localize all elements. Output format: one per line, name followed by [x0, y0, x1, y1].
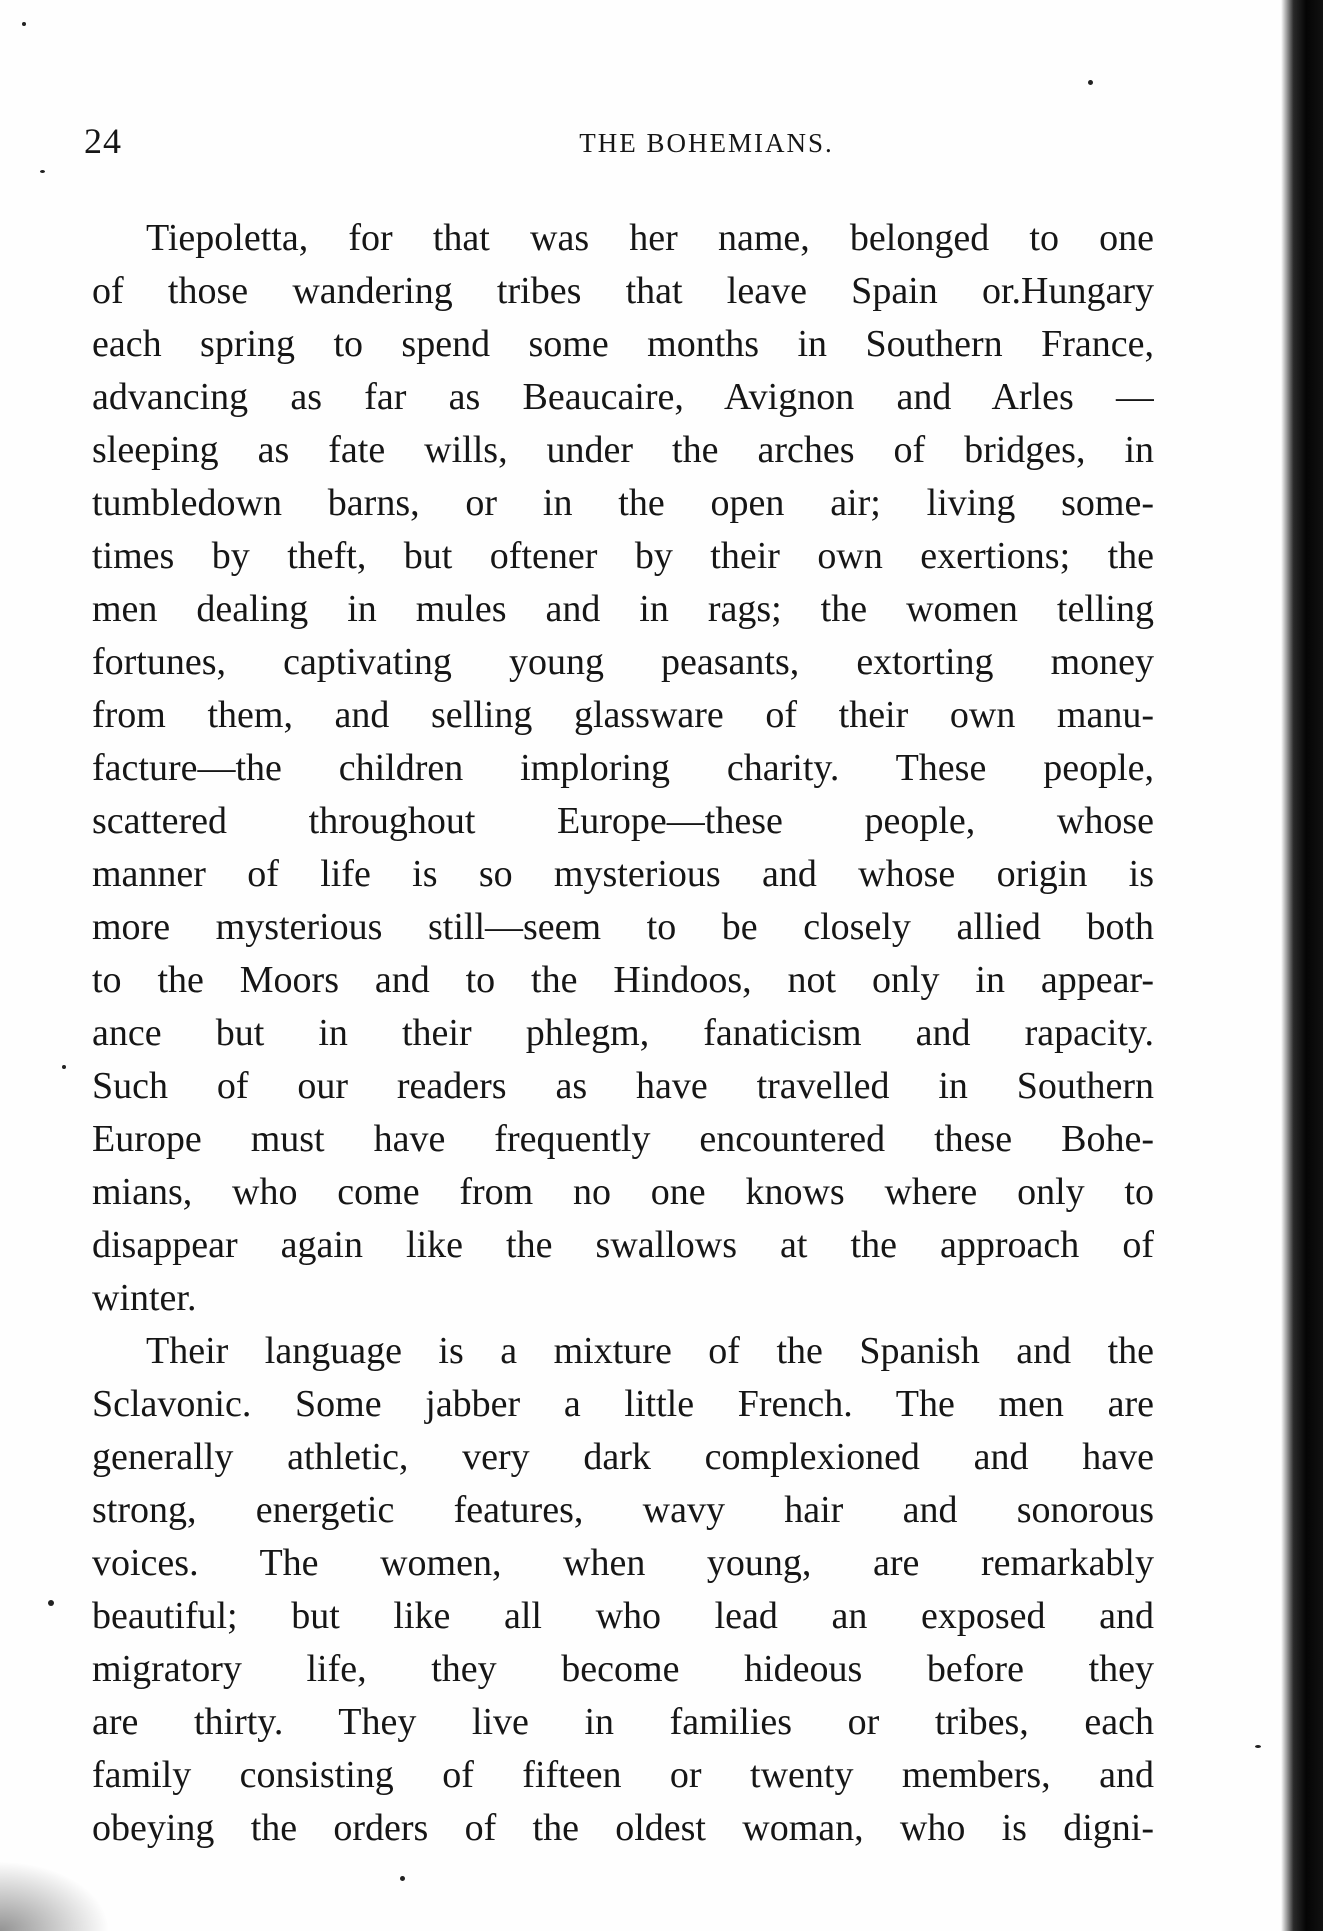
text-line: mians, who come from no one knows where only to: [92, 1171, 1154, 1213]
text-line: manner of life is so mysterious and whose origin is: [92, 853, 1154, 895]
text-line: Such of our readers as have travelled in Southern: [92, 1065, 1154, 1107]
ink-speck: [1088, 80, 1093, 85]
text-line: from them, and selling glassware of their own manu-: [92, 694, 1154, 736]
text-line: tumbledown barns, or in the open air; living some-: [92, 482, 1154, 524]
text-line: sleeping as fate wills, under the arches of bridges, in: [92, 429, 1154, 471]
text-line: times by theft, but oftener by their own exertions; the: [92, 535, 1154, 577]
body-text: [92, 212, 1154, 1855]
ink-speck: [400, 1876, 405, 1881]
text-line: each spring to spend some months in Southern France,: [92, 323, 1154, 365]
text-line: scattered throughout Europe—these people, whose: [92, 800, 1154, 842]
text-line: more mysterious still—seem to be closely allied both: [92, 906, 1154, 948]
text-line: men dealing in mules and in rags; the women telling: [92, 588, 1154, 630]
text-line: Their language is a mixture of the Spanish and the: [146, 1330, 1154, 1372]
ink-speck: [48, 1600, 54, 1606]
page-edge-shadow: [1281, 0, 1323, 1931]
text-line: facture—the children imploring charity. These people,: [92, 747, 1154, 789]
text-line: fortunes, captivating young peasants, extorting money: [92, 641, 1154, 683]
text-line: voices. The women, when young, are remarkably: [92, 1542, 1154, 1584]
text-line: generally athletic, very dark complexioned and have: [92, 1436, 1154, 1478]
ink-speck: [40, 170, 45, 173]
corner-smudge: [0, 1861, 110, 1931]
text-line: to the Moors and to the Hindoos, not only in appear-: [92, 959, 1154, 1001]
text-line: family consisting of fifteen or twenty members, and: [92, 1754, 1154, 1796]
text-line: winter.: [92, 1277, 197, 1319]
text-line: Tiepoletta, for that was her name, belonged to one: [146, 217, 1154, 259]
ink-speck: [1255, 1745, 1261, 1748]
text-line: advancing as far as Beaucaire, Avignon and Arles —: [92, 376, 1154, 418]
text-line: migratory life, they become hideous before they: [92, 1648, 1154, 1690]
text-line: of those wandering tribes that leave Spain or.Hungary: [92, 270, 1154, 312]
text-line: disappear again like the swallows at the approach of: [92, 1224, 1154, 1266]
text-line: obeying the orders of the oldest woman, who is digni-: [92, 1807, 1154, 1849]
running-head: THE BOHEMIANS.: [579, 128, 834, 158]
text-line: ance but in their phlegm, fanaticism and rapacity.: [92, 1012, 1154, 1054]
text-line: Europe must have frequently encountered these Bohe-: [92, 1118, 1154, 1160]
ink-speck: [62, 1065, 66, 1069]
text-line: are thirty. They live in families or tribes, each: [92, 1701, 1154, 1743]
text-line: strong, energetic features, wavy hair and sonorous: [92, 1489, 1154, 1531]
text-line: Sclavonic. Some jabber a little French. The men are: [92, 1383, 1154, 1425]
ink-speck: [22, 22, 26, 26]
text-line: beautiful; but like all who lead an exposed and: [92, 1595, 1154, 1637]
page-number: 24: [84, 121, 122, 161]
